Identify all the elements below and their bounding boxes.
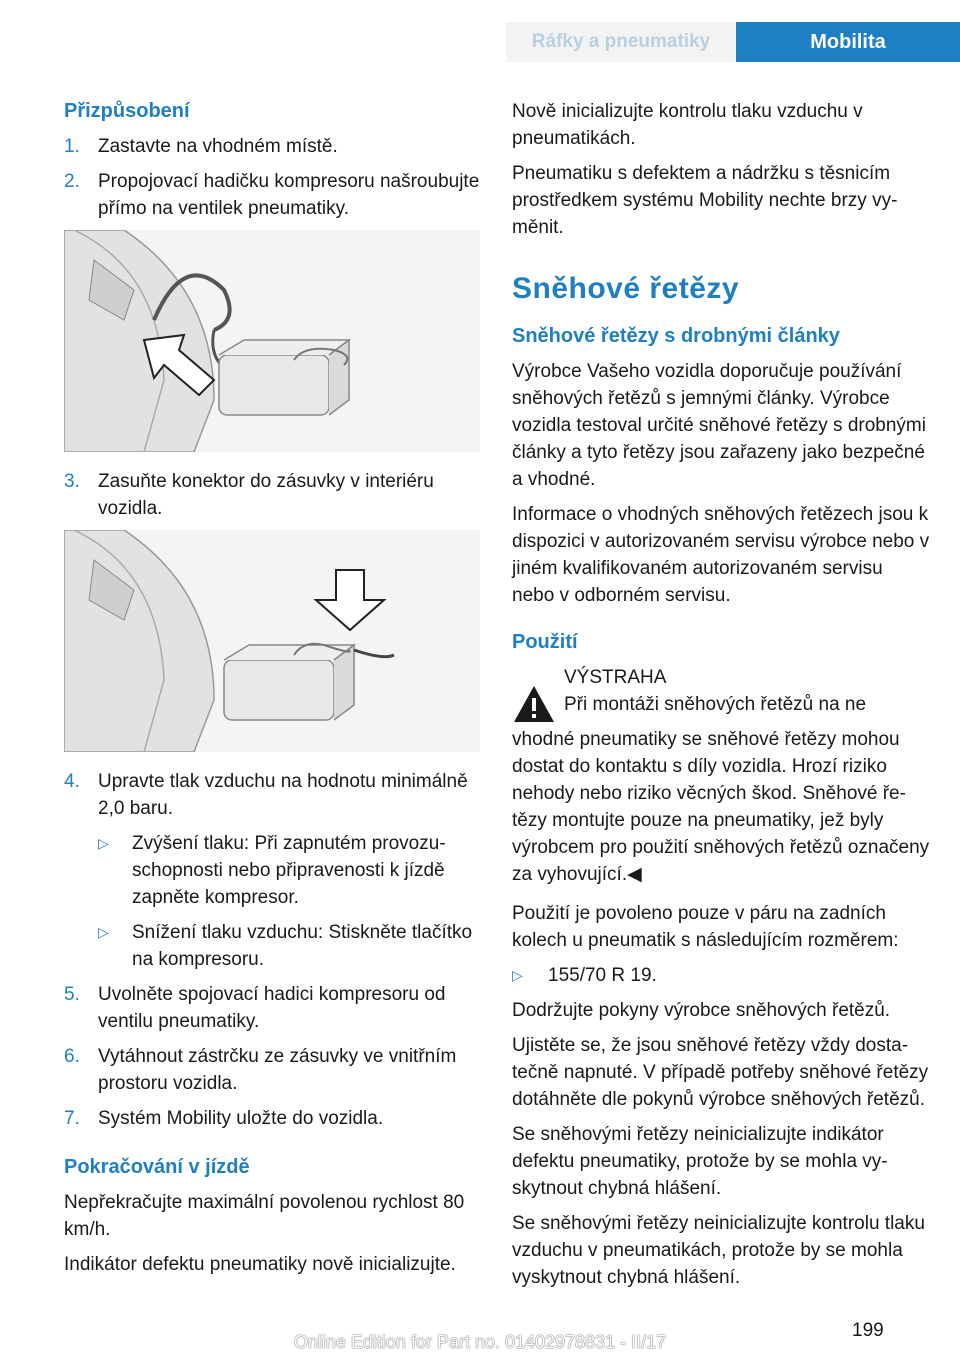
- list-item-text: 155/70 R 19.: [548, 965, 657, 986]
- triangle-bullet-icon: ▷: [98, 835, 109, 851]
- step-number: 4.: [64, 771, 80, 792]
- step-text: Vytáhnout zástrčku ze zásuvky ve vnitřním prostoru vozidla.: [98, 1046, 457, 1094]
- paragraph: Použití je povoleno pouze v páru na zadních kolech u pneumatik s následujícím rozměrem:: [512, 903, 899, 951]
- step-text: Systém Mobility uložte do vozidla.: [98, 1108, 384, 1129]
- paragraph: Informace o vhodných sněhových řetězech jsou k dispozici v autorizovaném servisu výrobce nebo v jiném kvalifikovaném autorizovaném servisu nebo v odborném servisu.: [512, 504, 930, 606]
- step-number: 3.: [64, 471, 80, 492]
- sub-bullet-item: [98, 919, 484, 973]
- list-item: [512, 962, 930, 989]
- paragraph: Nepřekračujte maximální povolenou rychlost 80 km/h.: [64, 1192, 465, 1240]
- section-heading-usage: Použití: [512, 631, 578, 653]
- page-header: [0, 0, 960, 62]
- step-item: [64, 168, 484, 222]
- page-number: 199: [852, 1320, 884, 1341]
- paragraph: Dodržujte pokyny výrobce sněhových řetězů.: [512, 1000, 891, 1021]
- step-number: 2.: [64, 171, 80, 192]
- step-item: [64, 768, 484, 822]
- step-item: [64, 1105, 484, 1132]
- step-item: [64, 133, 484, 160]
- step-item: [64, 1043, 484, 1097]
- step-number: 1.: [64, 136, 80, 157]
- step-text: Propojovací hadičku kompresoru našroubujte přímo na ventilek pneumatiky.: [98, 171, 480, 219]
- step-number: 7.: [64, 1108, 80, 1129]
- right-column: [512, 98, 930, 1299]
- edition-footer: Online Edition for Part no. 01402978831 - II/17: [293, 1332, 667, 1352]
- left-column: [64, 98, 484, 1286]
- paragraph: Se sněhovými řetězy neinicializujte kontrolu tlaku vzduchu v pneumatikách, protože by se mohla vyskytnout chybná hlášení.: [512, 1213, 925, 1288]
- paragraph: Výrobce Vašeho vozidla doporučuje používání sněhových řetězů s jemnými články. Výrobce vozidla testoval určité sněhové řetězy s drobnými články a tyto řetězy jsou zařazeny jako bezpečné a vhodné.: [512, 361, 926, 490]
- warning-header: [564, 664, 930, 718]
- paragraph: Ujistěte se, že jsou sněhové řetězy vždy dostatečně napnuté. V případě potřeby sněhové řetězy dotáhněte dle pokynů výrobce sněhových řetězů.: [512, 1035, 929, 1110]
- section-heading-adjustment: Přizpůsobení: [64, 100, 190, 122]
- warning-title: VÝSTRAHA: [564, 667, 667, 688]
- paragraph: Pneumatiku s defektem a nádržku s těsnicím prostředkem systému Mobility nechte brzy vyměnit.: [512, 163, 898, 238]
- compressor-hose-illustration: [64, 230, 480, 452]
- warning-block: [512, 664, 930, 726]
- step-text: Zastavte na vhodném místě.: [98, 136, 338, 157]
- paragraph: Indikátor defektu pneumatiky nově inicializujte.: [64, 1254, 456, 1275]
- step-number: 6.: [64, 1046, 80, 1067]
- sub-bullet-item: [98, 830, 484, 911]
- section-heading-fine-link-chains: Sněhové řetězy s drobnými články: [512, 325, 840, 347]
- step-item: [64, 981, 484, 1035]
- step-text: Upravte tlak vzduchu na hodnotu minimálně 2,0 baru.: [98, 771, 468, 819]
- triangle-bullet-icon: ▷: [512, 967, 523, 983]
- triangle-bullet-icon: ▷: [98, 924, 109, 940]
- warning-triangle-icon: [512, 682, 556, 726]
- warning-text: vhodné pneumatiky se sněhové řetězy mohou dostat do kontaktu s díly vozidla. Hrozí riziko nehody nebo riziko věcných škod. Sněhové řetězy montujte pouze na pneumatiky, jež byly výrobcem pro použití sněhových řetězů označeny za vyhovující.◀: [512, 729, 930, 885]
- section-title-snow-chains: Sněhové řetězy: [512, 272, 740, 305]
- paragraph: Se sněhovými řetězy neinicializujte indikátor defektu pneumatiky, protože by se mohla vyskytnout chybná hlášení.: [512, 1124, 888, 1199]
- sub-bullet-text: Zvýšení tlaku: Při zapnutém provozuschopnosti nebo připravenosti k jízdě zapněte kompresor.: [132, 833, 446, 908]
- step-text: Uvolněte spojovací hadici kompresoru od ventilu pneumatiky.: [98, 984, 446, 1032]
- connector-socket-illustration: [64, 530, 480, 752]
- section-tab-rims-tires: Ráfky a pneumatiky: [506, 22, 736, 62]
- step-number: 5.: [64, 984, 80, 1005]
- section-heading-continue-driving: Pokračování v jízdě: [64, 1156, 250, 1178]
- step-text: Zasuňte konektor do zásuvky v interiéru vozidla.: [98, 471, 434, 519]
- step-item: [64, 468, 484, 522]
- warning-text-first-line: Při montáži sněhových řetězů na ne: [564, 694, 867, 715]
- sub-bullet-text: Snížení tlaku vzduchu: Stiskněte tlačítko na kompresoru.: [132, 922, 473, 970]
- section-tab-mobility: Mobilita: [736, 22, 960, 62]
- paragraph: Nově inicializujte kontrolu tlaku vzduchu v pneumatikách.: [512, 101, 863, 149]
